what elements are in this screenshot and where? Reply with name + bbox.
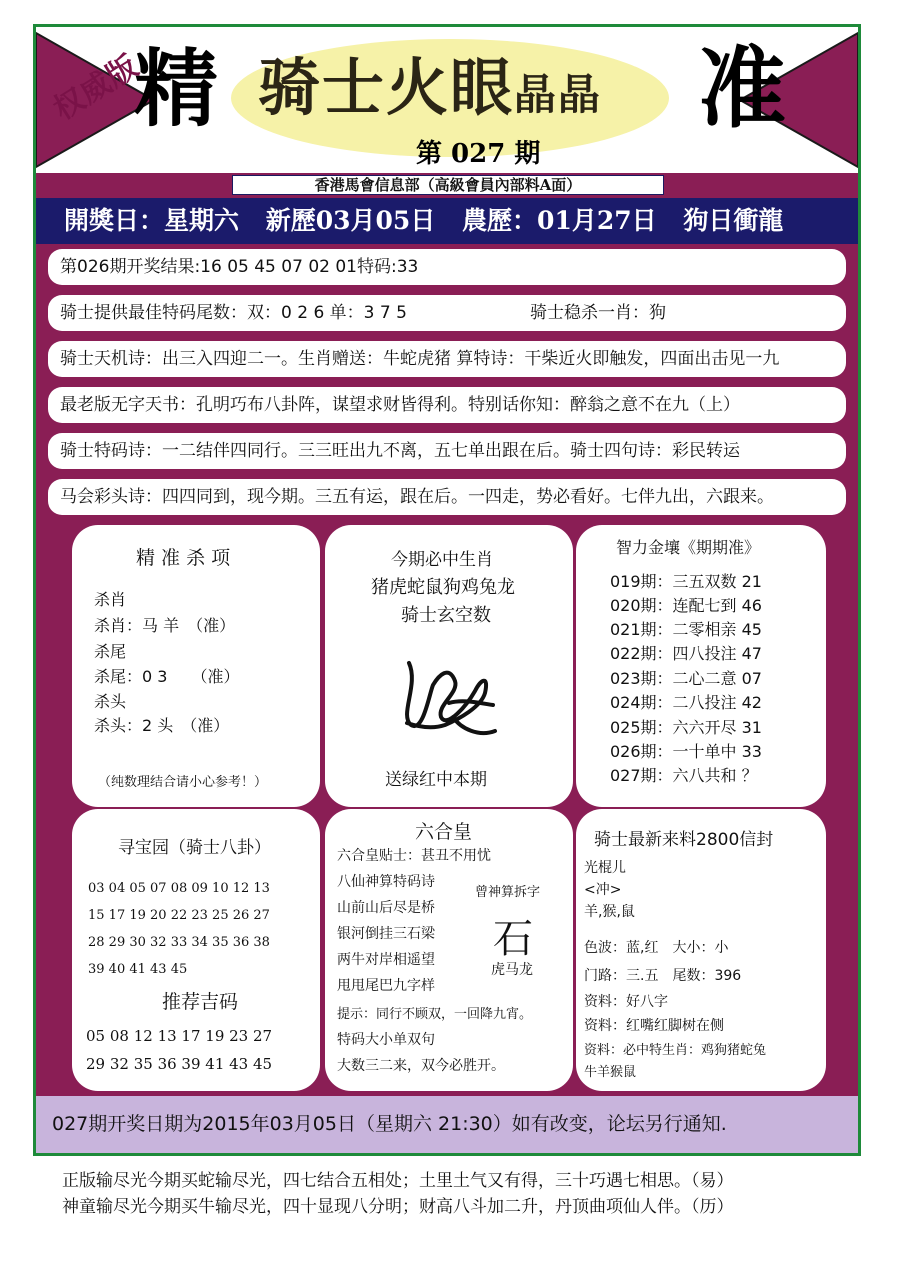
lucky-numbers-row: 05 08 12 13 17 19 23 27 [86, 1027, 273, 1045]
history-item: 021期：二零相亲 45 [610, 620, 762, 639]
row-special-poem [48, 433, 846, 469]
kill-note: （纯数理结合请小心参考！） [98, 775, 268, 790]
latest-card [576, 809, 826, 1091]
draw-day: 開獎日：星期六 [64, 206, 240, 235]
title-right-char: 准 [698, 37, 787, 140]
latest-line: 资料：好八字 [584, 994, 668, 1010]
kill-line: 杀头 [94, 692, 127, 711]
history-item: 022期：四八投注 47 [610, 644, 762, 663]
zodiac-animals: 猪虎蛇鼠狗鸡兔龙 [371, 577, 515, 598]
row-text: 最老版无字天书：孔明巧布八卦阵，谋望求财皆得利。特别话你知：醉翁之意不在九（上） [60, 395, 740, 415]
bottom-line-2: 神童输尽光今期买牛输尽光，四十显现八分明；财高八斗加二升，丹顶曲项仙人伴。（历） [62, 1197, 734, 1217]
zodiac-subtitle: 骑士玄空数 [401, 605, 491, 626]
lhh-poem-line: 甩甩尾巴九字样 [337, 978, 435, 994]
clash-note: 狗日衝龍 [683, 206, 784, 235]
latest-line: 资料：必中特生肖：鸡狗猪蛇兔 [584, 1043, 767, 1058]
zodiac-card [325, 525, 573, 807]
row-tail-numbers [48, 295, 846, 331]
zodiac-title: 今期必中生肖 [391, 550, 493, 570]
lhh-hint: 提示：同行不顾双，一回降九宵。 [337, 1007, 533, 1022]
row-right-text: 骑士稳杀一肖：狗 [530, 303, 666, 323]
latest-line: <冲> [584, 882, 622, 898]
row-text: 骑士特码诗：一二结伴四同行。三三旺出九不离，五七单出跟在后。骑士四句诗：彩民转运 [60, 441, 740, 461]
treasure-card [72, 809, 320, 1091]
row-text: 第026期开奖结果:16 05 45 07 02 01特码:33 [60, 257, 419, 277]
latest-line: 门路：三.五 尾数：396 [584, 968, 742, 984]
row-poem-tianji [48, 341, 846, 377]
latest-title: 骑士最新来料2800信封 [594, 830, 774, 850]
treasure-numbers-row: 15 17 19 20 22 23 25 26 27 [88, 908, 270, 923]
authority-stamp: 权威版 [47, 48, 146, 128]
solar-date: 新歷03月05日 [265, 206, 436, 235]
history-item: 025期：六六开尽 31 [610, 718, 762, 737]
signature-scribble-icon [389, 645, 509, 745]
brand-small: 晶晶 [514, 70, 603, 119]
treasure-numbers-row: 03 04 05 07 08 09 10 12 13 [88, 881, 270, 896]
brand-main: 骑士火眼 [258, 51, 515, 124]
row-result [48, 249, 846, 285]
row-text: 骑士提供最佳特码尾数：双：0 2 6 单：3 7 5 [60, 303, 407, 323]
lhh-card [325, 809, 573, 1091]
history-item: 026期：一十单中 33 [610, 742, 762, 761]
bottom-line-1: 正版输尽光今期买蛇输尽光，四七结合五相处；土里土气又有得，三十巧遇七相思。（易） [62, 1171, 734, 1191]
issue-number: 第 027 期 [416, 139, 541, 169]
history-item: 020期：连配七到 46 [610, 596, 762, 615]
lhh-poem-line: 两牛对岸相遥望 [337, 952, 435, 968]
info-bar: 香港馬會信息部（高級會員內部料A面） [232, 175, 664, 195]
treasure-numbers-row: 28 29 30 32 33 34 35 36 38 [88, 935, 270, 950]
kill-card [72, 525, 320, 807]
kill-line: 杀肖：马 羊 （准） [94, 616, 236, 635]
latest-line: 光棍儿 [584, 860, 626, 876]
latest-line: 羊,猴,鼠 [584, 904, 635, 920]
title-left-char: 精 [134, 40, 219, 138]
lhh-hint: 大数三二来，双今必胜开。 [337, 1058, 505, 1074]
kill-title: 精 准 杀 项 [136, 547, 231, 569]
lhh-poem-line: 山前山后尽是桥 [337, 900, 435, 916]
lunar-date: 農歷：01月27日 [462, 206, 657, 235]
row-text: 骑士天机诗：出三入四迎二一。生肖赠送：牛蛇虎猪 算特诗：干柴近火即触发，四面出击见一九 [60, 349, 780, 369]
kill-line: 杀尾 [94, 642, 127, 661]
row-caitou-poem [48, 479, 846, 515]
kill-line: 杀肖 [94, 590, 127, 609]
history-title: 智力金壤《期期准》 [616, 538, 761, 557]
lhh-title: 六合皇 [415, 821, 473, 843]
notice-bar: 027期开奖日期为2015年03月05日（星期六 21:30）如有改变，论坛另行通知. [36, 1096, 858, 1153]
kill-line: 杀尾：0 3 （准） [94, 667, 240, 686]
split-char: 石 [493, 916, 533, 962]
lhh-poem-line: 银河倒挂三石梁 [337, 926, 435, 942]
row-text: 马会彩头诗：四四同到，现今期。三五有运，跟在后。一四走，势必看好。七伴九出，六跟来。 [60, 487, 774, 507]
treasure-numbers-row: 39 40 41 43 45 [88, 962, 188, 977]
lhh-hint: 特码大小单双句 [337, 1032, 435, 1048]
history-item: 023期：二心二意 07 [610, 669, 762, 688]
lhh-poem-line: 六合皇贴士：甚丑不用忧 [337, 848, 491, 864]
split-answer: 虎马龙 [491, 962, 533, 978]
latest-line: 资料：红嘴红脚树在侧 [584, 1018, 724, 1034]
lhh-poem-line: 八仙神算特码诗 [337, 874, 435, 890]
history-item: 027期：六八共和 ？ [610, 766, 758, 785]
latest-line: 牛羊猴鼠 [584, 1065, 637, 1080]
header [36, 27, 858, 173]
poster-frame [33, 24, 861, 1156]
split-title: 曾神算拆字 [475, 885, 541, 900]
lucky-numbers-row: 29 32 35 36 39 41 43 45 [86, 1055, 273, 1073]
kill-line: 杀头：2 头 （准） [94, 716, 230, 735]
lucky-title: 推荐吉码 [162, 991, 239, 1013]
latest-line: 色波：蓝,红 大小：小 [584, 940, 729, 956]
date-bar [36, 198, 858, 244]
zodiac-footer: 送绿红中本期 [385, 770, 487, 790]
row-wuzi-tianshu [48, 387, 846, 423]
history-item: 024期：二八投注 42 [610, 693, 762, 712]
treasure-title: 寻宝园（骑士八卦） [118, 838, 271, 858]
history-item: 019期：三五双数 21 [610, 572, 762, 591]
brand-title [258, 51, 603, 124]
history-card [576, 525, 826, 807]
